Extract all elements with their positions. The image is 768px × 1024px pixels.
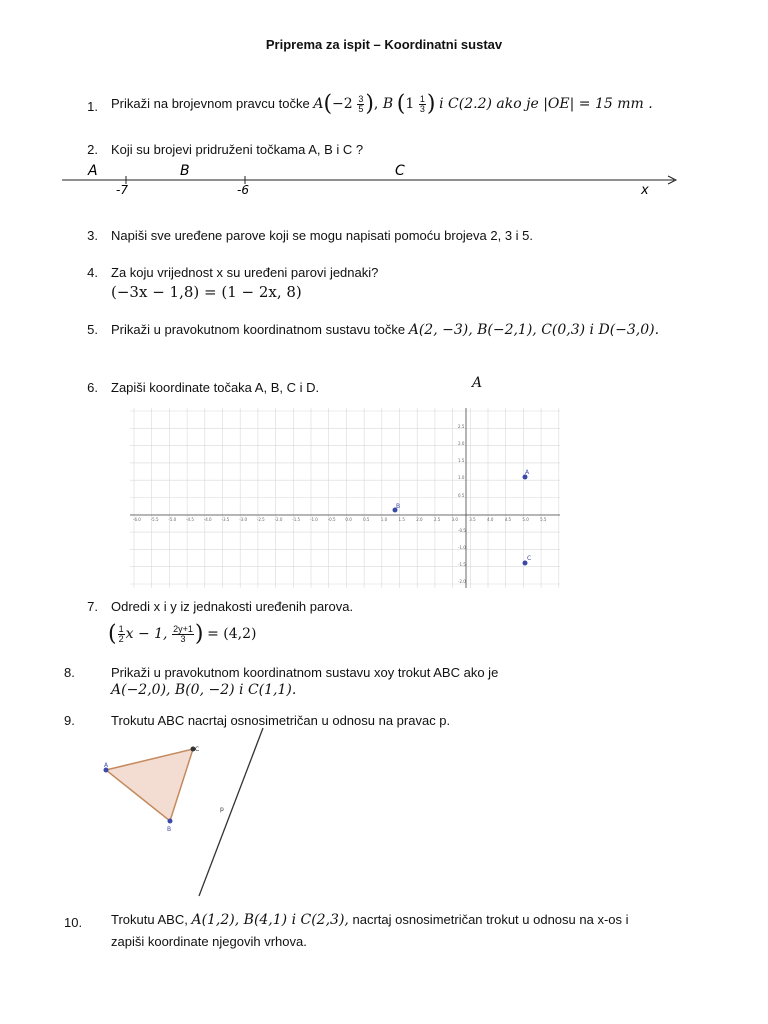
q7-equation: ( $\frac{1}{2}$ x − 1, $\frac{2y+1}{3}$ ) = (4,2) xyxy=(108,621,257,647)
q5-number: 5. xyxy=(87,322,98,337)
x-tick-label: 2.5 xyxy=(433,517,441,522)
q6-text: Zapiši koordinate točaka A, B, C i D. xyxy=(111,380,320,395)
q10-math: A(1,2), B(4,1) i C(2,3), xyxy=(191,912,349,928)
vertex-b-label: B xyxy=(167,826,172,833)
grid-point-c-label: C xyxy=(527,555,532,562)
tick-label-minus-7: -7 xyxy=(116,183,128,197)
q5-text: Prikaži u pravokutnom koordinatnom sustavu točke xyxy=(111,322,406,337)
x-tick-label: 3.5 xyxy=(469,517,476,522)
x-tick-label: 5.5 xyxy=(540,517,547,522)
x-tick-label: 3.0 xyxy=(451,517,458,522)
symmetry-figure xyxy=(95,725,275,900)
q4-equation: (−3x − 1,8) = (1 − 2x, 8) xyxy=(111,283,302,301)
x-tick-label: -3.5 xyxy=(221,517,230,522)
number-line xyxy=(60,160,685,200)
q5-line xyxy=(111,322,659,338)
x-tick-label: -4.5 xyxy=(186,517,194,522)
x-tick-label: -3.0 xyxy=(239,517,248,522)
y-tick-label: 2.0 xyxy=(458,441,465,446)
y-tick-label: 1.5 xyxy=(458,458,465,463)
x-tick-label: 4.5 xyxy=(504,517,512,522)
x-tick-label: -0.5 xyxy=(327,517,336,522)
number-line-label-b: B xyxy=(180,163,190,179)
q7-fraction-half: $\frac{1}{2}$ xyxy=(118,624,124,644)
vertex-a-label: A xyxy=(104,762,109,769)
x-tick-label: -2.0 xyxy=(274,517,283,522)
q8-line1: Prikaži u pravokutnom koordinatnom sustavu xoy trokut ABC ako je xyxy=(111,665,499,680)
y-tick-label: 0.5 xyxy=(458,493,465,498)
x-tick-label: 0.5 xyxy=(363,517,370,522)
x-tick-label: 4.0 xyxy=(487,517,494,522)
coordinate-grid xyxy=(130,408,560,588)
q1-a-fraction: $\frac{3}{5}$ xyxy=(358,94,364,114)
q3-number: 3. xyxy=(87,228,98,243)
q7-number: 7. xyxy=(87,599,98,614)
x-tick-label: -1.5 xyxy=(292,517,301,522)
q10-pre: Trokutu ABC, xyxy=(111,912,188,927)
q4-number: 4. xyxy=(87,265,98,280)
x-tick-label: 1.0 xyxy=(380,517,388,522)
q4-text: Za koju vrijednost x su uređeni parovi jednaki? xyxy=(111,265,379,280)
q7-mid: x − 1, xyxy=(125,625,168,642)
tick-label-minus-6: -6 xyxy=(237,183,249,197)
line-p xyxy=(199,728,263,896)
q1-a-whole: −2 xyxy=(332,95,353,112)
q8-line2: A(−2,0), B(0, −2) i C(1,1). xyxy=(111,682,297,698)
q1-b-whole: 1 xyxy=(405,95,415,112)
q1-point-b-label: B xyxy=(382,95,394,112)
x-tick-label: -5.0 xyxy=(168,517,177,522)
q7-fraction-y: $\frac{2y+1}{3}$ xyxy=(173,624,193,644)
q1-point-a-label: A xyxy=(313,95,324,112)
vertex-c-label: C xyxy=(195,746,200,753)
y-tick-label: -2.0 xyxy=(458,579,466,584)
x-tick-label: -4.0 xyxy=(203,517,212,522)
number-line-label-a: A xyxy=(88,163,98,179)
q6-floating-label-a: A xyxy=(472,375,483,391)
x-tick-label: -6.0 xyxy=(133,517,141,522)
axis-label-x: x xyxy=(641,183,649,198)
y-tick-label: 2.5 xyxy=(458,424,465,429)
vertex-b xyxy=(168,819,173,824)
q2-number: 2. xyxy=(87,142,98,157)
x-tick-label: -1.0 xyxy=(310,517,318,522)
q8-number: 8. xyxy=(64,665,75,680)
q1-text: Prikaži na brojevnom pravcu točke A(−2 $\frac{3}{5}$ ), B (1 $\frac{1}{3}$ ) i C(2.2) ako je |OE| = 15 mm . xyxy=(111,91,653,117)
y-tick-label: -0.5 xyxy=(458,528,466,533)
x-tick-label: 1.5 xyxy=(398,517,405,522)
triangle-abc xyxy=(106,749,193,821)
q1-number: 1. xyxy=(87,99,98,114)
q1-point-c: i C(2.2) ako je |OE| = 15 mm . xyxy=(439,95,653,112)
y-tick-label: -1.5 xyxy=(458,562,466,567)
number-line-label-c: C xyxy=(395,163,405,179)
x-tick-label: 5.0 xyxy=(522,517,529,522)
x-tick-label: -2.5 xyxy=(256,517,265,522)
x-tick-label: 2.0 xyxy=(416,517,423,522)
x-tick-label: -5.5 xyxy=(150,517,159,522)
q10-number: 10. xyxy=(64,915,83,930)
q7-rhs: = (4,2) xyxy=(207,625,257,642)
q9-text: Trokutu ABC nacrtaj osnosimetričan u odnosu na pravac p. xyxy=(111,713,451,728)
q3-text: Napiši sve uređene parove koji se mogu napisati pomoću brojeva 2, 3 i 5. xyxy=(111,228,534,243)
y-tick-label: -1.0 xyxy=(458,545,466,550)
q10-line2: zapiši koordinate njegovih vrhova. xyxy=(111,934,307,949)
grid-point-a-label: A xyxy=(525,469,530,476)
page-title: Priprema za ispit – Koordinatni sustav xyxy=(265,37,503,52)
q10-line1 xyxy=(111,912,629,928)
q1-b-fraction: $\frac{1}{3}$ xyxy=(419,94,425,114)
y-tick-label: 1.0 xyxy=(458,475,465,480)
line-p-label: p xyxy=(220,806,224,813)
q7-text: Odredi x i y iz jednakosti uređenih parova. xyxy=(111,599,354,614)
q10-post: nacrtaj osnosimetričan trokut u odnosu na x-os i xyxy=(352,912,629,927)
q9-number: 9. xyxy=(64,713,75,728)
q1-prompt: Prikaži na brojevnom pravcu točke xyxy=(111,95,310,111)
q5-points: A(2, −3), B(−2,1), C(0,3) i D(−3,0). xyxy=(408,322,660,338)
x-tick-label: 0.0 xyxy=(345,517,352,522)
q6-number: 6. xyxy=(87,380,98,395)
q2-text: Koji su brojevi pridruženi točkama A, B i C ? xyxy=(111,142,364,157)
grid-point-b-label: B xyxy=(396,503,401,510)
